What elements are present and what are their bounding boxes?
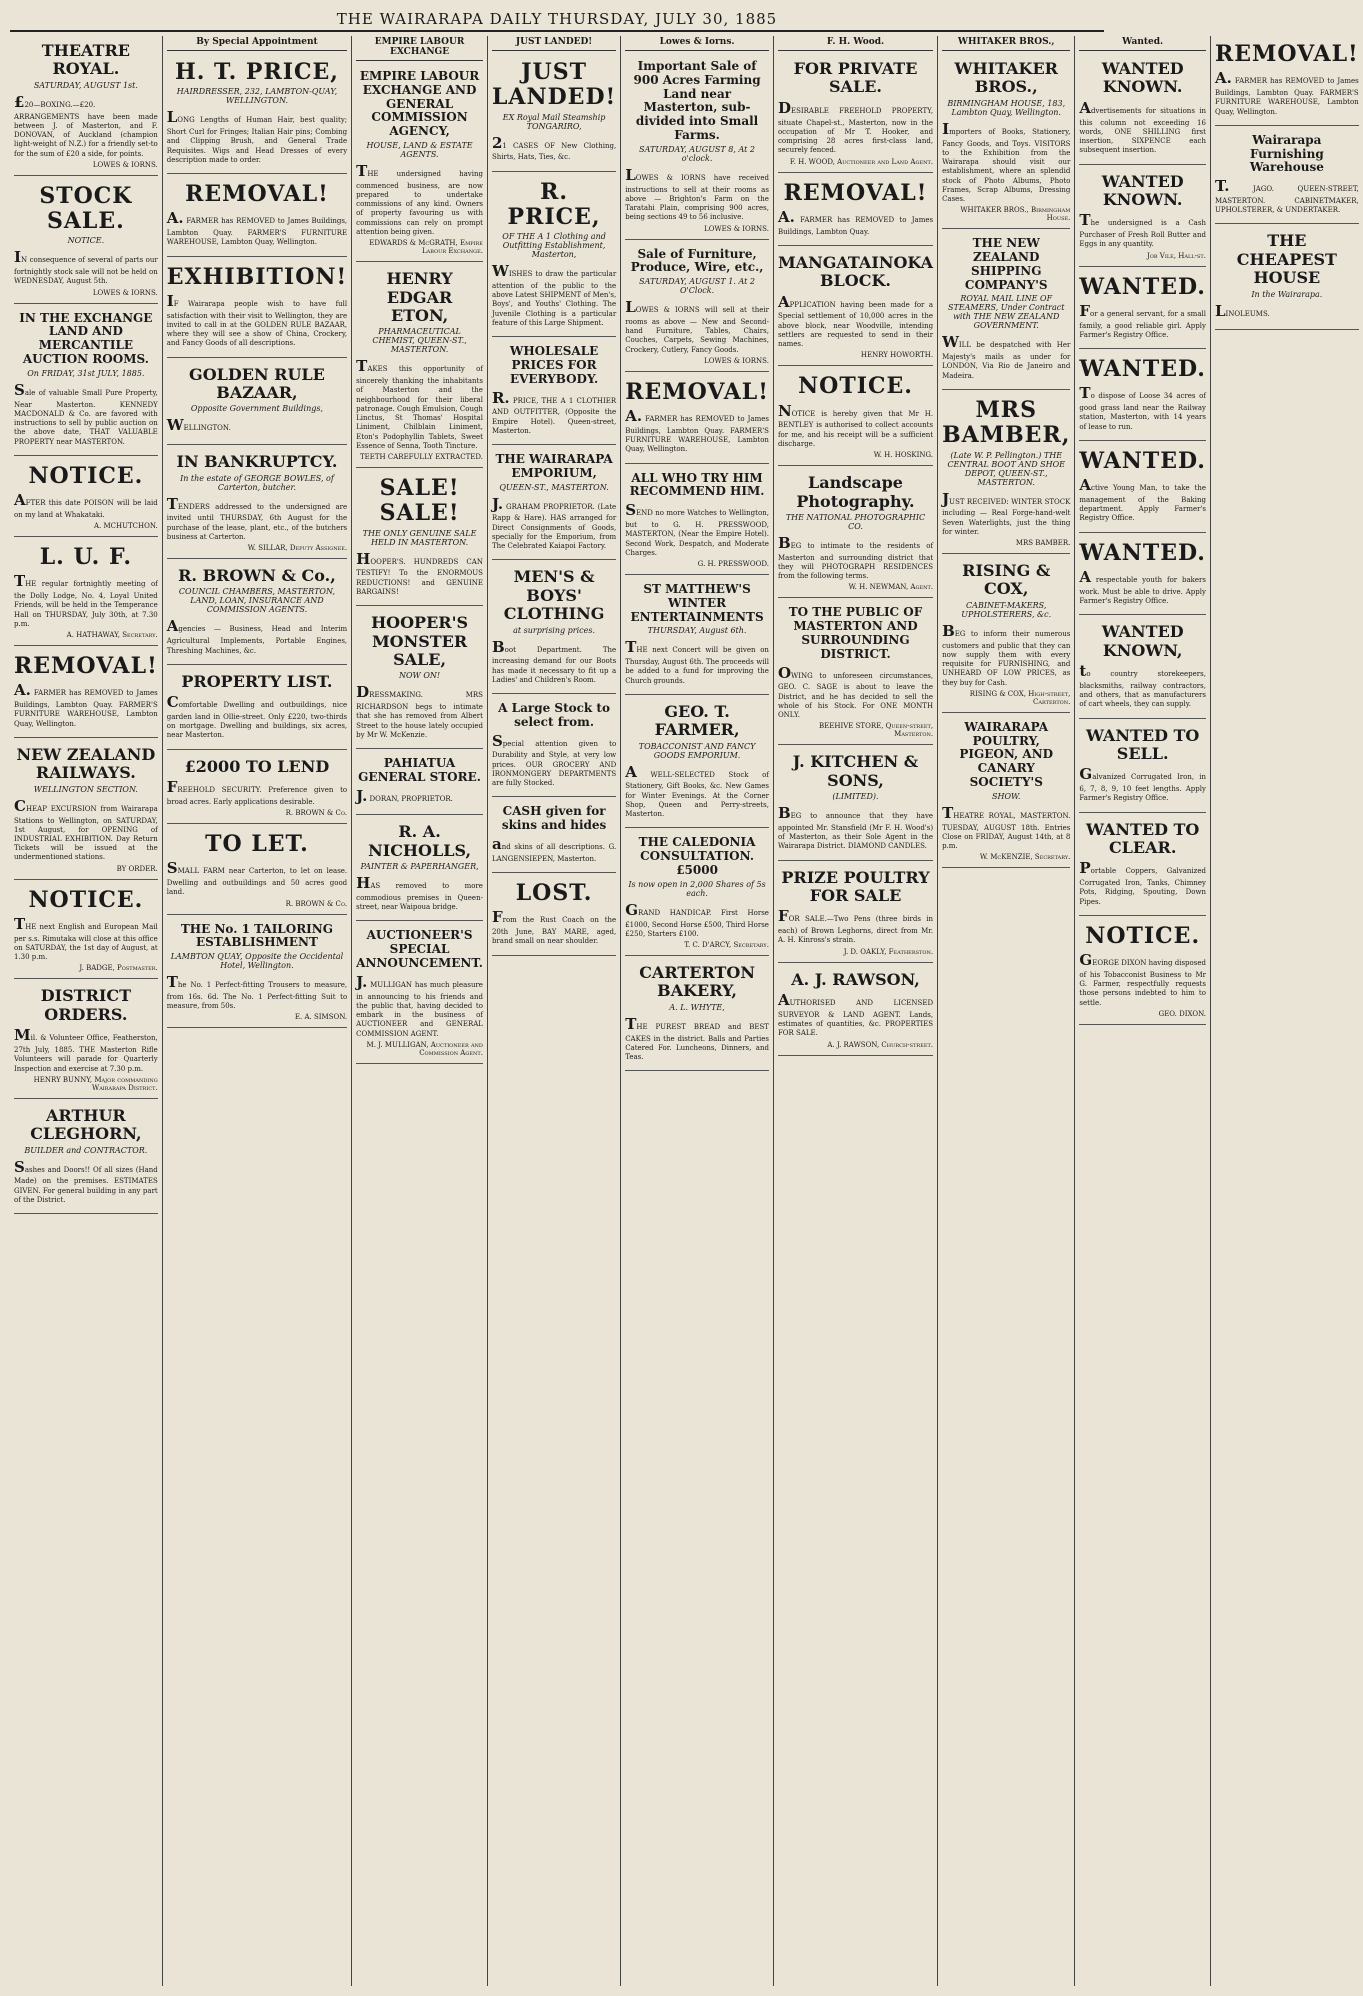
ad-signature: A. MCHUTCHON. bbox=[93, 522, 158, 531]
ad-signature: E. A. SIMSON. bbox=[294, 1013, 348, 1022]
ad-title: REMOVAL! bbox=[185, 181, 329, 208]
advertisement bbox=[625, 697, 769, 829]
masthead: THE WAIRARAPA DAILY THURSDAY, JULY 30, 1885 bbox=[10, 8, 1104, 32]
ad-signature: T. C. D'ARCY, Secretary. bbox=[684, 941, 769, 950]
advertisement bbox=[492, 54, 616, 172]
ad-subtitle: HOUSE, LAND & ESTATE AGENTS. bbox=[366, 140, 473, 159]
advertisement bbox=[778, 248, 933, 367]
ad-title: Landscape Photography. bbox=[796, 473, 915, 511]
column-8 bbox=[1075, 36, 1211, 1986]
ad-body: TAKES this opportunity of sincerely thanking the inhabitants of Masterton and the neighbourhood for their liberal patronage. Cough Emulsion, Cough Linctus, St Thomas' Hospital Liniment, Chilblain Liniment, Eton's Podophyllin Tablets, Sweet Essence of Senna, Tooth Tincture. bbox=[356, 357, 483, 450]
advertisement bbox=[14, 539, 158, 646]
ad-subtitle: THE NATIONAL PHOTOGRAPHIC CO. bbox=[785, 512, 926, 531]
ad-subtitle: Is now open in 2,000 Shares of 5s each. bbox=[628, 879, 766, 898]
ad-subtitle: SATURDAY, AUGUST 1st. bbox=[33, 80, 138, 90]
ad-signature: A. J. RAWSON, Church-street. bbox=[827, 1040, 934, 1049]
ad-signature: HENRY HOWORTH. bbox=[860, 351, 934, 360]
ad-title: NOTICE. bbox=[28, 886, 144, 913]
advertisement bbox=[167, 917, 347, 1029]
ad-body: THEATRE ROYAL, MASTERTON. TUESDAY, AUGUST 18th. Entries Close on FRIDAY, August 14th, at 8 p.m. bbox=[942, 803, 1071, 850]
ad-body: SEND no more Watches to Wellington, but to G. H. PRESSWOOD, MASTERTON, (Near the Empire Hotel). Second Work, Despatch, and Moderate Charges. bbox=[625, 501, 769, 557]
ad-title: A. J. RAWSON, bbox=[791, 969, 920, 989]
ad-title: WANTED TO SELL. bbox=[1085, 725, 1200, 763]
ad-signature: TEETH CAREFULLY EXTRACTED. bbox=[360, 453, 483, 462]
ad-title: WANTED. bbox=[1079, 273, 1206, 300]
ad-title: EMPIRE LABOUR EXCHANGE AND GENERAL COMMISSION AGENCY, bbox=[359, 69, 480, 139]
advertisement bbox=[1079, 167, 1206, 267]
ad-title: THE CALEDONIA CONSULTATION. £5000 bbox=[638, 835, 756, 877]
ad-body: Sashes and Doors!! Of all sizes (Hand Made) on the premises. ESTIMATES GIVEN. For general building in any part of the District. bbox=[14, 1157, 158, 1204]
column-grid bbox=[10, 36, 1359, 1986]
advertisement bbox=[625, 374, 769, 464]
ad-subtitle: A. L. WHYTE, bbox=[669, 1002, 725, 1012]
ad-title: R. BROWN & Co., bbox=[178, 566, 336, 586]
advertisement bbox=[356, 608, 483, 749]
ad-subtitle: OF THE A 1 Clothing and Outfitting Establishment, Masterton, bbox=[502, 232, 606, 260]
ad-body: IF Wairarapa people wish to have full satisfaction with their visit to Wellington, they are invited to call in at the GOLDEN RULE BAZAAR, where they will see a show of China, Crockery, and Fancy Goods of all descriptions. bbox=[166, 291, 348, 348]
advertisement bbox=[778, 965, 933, 1056]
ad-title: EXHIBITION! bbox=[166, 263, 348, 290]
advertisement bbox=[1215, 226, 1359, 330]
column-heading: EMPIRE LABOUR EXCHANGE bbox=[356, 36, 483, 61]
ad-body: £20—BOXING.—£20. ARRANGEMENTS have been made between J. of Masterton, and F. DONOVAN, of Auckland (champion light-weight of N.Z.) for a friendly set-to for the sum of £20 a side, for points. bbox=[14, 92, 158, 158]
ad-title: A Large Stock to select from. bbox=[498, 701, 610, 729]
ad-body: WILL be despatched with Her Majesty's mails as under for LONDON, Via Rio de Janeiro and Madeira. bbox=[942, 333, 1071, 380]
ad-title: PAHIATUA GENERAL STORE. bbox=[358, 756, 481, 784]
ad-body: APPLICATION having been made for a Special settlement of 10,000 acres in the above block, near Woodville, intending settlers are requested to send in their names. bbox=[777, 292, 934, 349]
ad-signature: LOWES & IORNS. bbox=[704, 224, 769, 233]
advertisement bbox=[167, 752, 347, 824]
ad-title: R. PRICE, bbox=[507, 178, 601, 230]
ad-title: NOTICE. bbox=[28, 462, 144, 489]
ad-signature: W. H. NEWMAN, Agent. bbox=[848, 583, 934, 592]
ad-body: JUST RECEIVED: WINTER STOCK including — Real Forge-hand-welt Seven Waterlights, just the thing for winter. bbox=[942, 489, 1071, 536]
ad-title: THE No. 1 TAILORING ESTABLISHMENT bbox=[180, 921, 334, 950]
ad-title: WHOLESALE PRICES FOR EVERYBODY. bbox=[509, 344, 599, 386]
advertisement bbox=[1079, 443, 1206, 533]
ad-body: BEG to intimate to the residents of Masterton and surrounding district that they will PHOTOGRAPH RESIDENCES from the following terms. bbox=[777, 533, 934, 581]
ad-body: Special attention given to Durability and Style, at very low prices. OUR GROCERY AND IRONMONGERY DEPARTMENTS are fully Stocked. bbox=[491, 731, 617, 788]
ad-body: J. MULLIGAN has much pleasure in announcing to his friends and the public that, having decided to embark in the business of AUCTIONEER and GENERAL COMMISSION AGENT. bbox=[356, 972, 483, 1038]
ad-title: WANTED KNOWN. bbox=[1101, 171, 1184, 209]
advertisement bbox=[492, 875, 616, 956]
ad-subtitle: In the estate of GEORGE BOWLES, of Carterton, butcher. bbox=[180, 473, 334, 492]
ad-title: AUCTIONEER'S SPECIAL ANNOUNCEMENT. bbox=[356, 928, 483, 971]
advertisement bbox=[167, 447, 347, 559]
ad-subtitle: NOW ON! bbox=[399, 671, 441, 681]
ad-title: REMOVAL! bbox=[1214, 41, 1359, 67]
ad-signature: J. BADGE, Postmaster. bbox=[79, 964, 158, 973]
ad-title: THEATRE ROYAL. bbox=[41, 41, 130, 79]
column-4 bbox=[488, 36, 621, 1986]
ad-title: ALL WHO TRY HIM RECOMMEND HIM. bbox=[629, 470, 765, 499]
ad-body: AFTER this date POISON will be laid on my land at Whakataki. bbox=[14, 491, 158, 519]
ad-subtitle: PHARMACEUTICAL CHEMIST, QUEEN-ST., MASTERTON. bbox=[372, 327, 467, 355]
ad-body: LONG Lengths of Human Hair, best quality; Short Curl for Fringes; Italian Hair pins; Combing and Clipping Brush, and General Trade Requisites. Wigs and Head Dresses of every description made to order. bbox=[166, 108, 348, 164]
ad-body: Active Young Man, to take the management of the Baking department. Apply Farmer's Registry Office. bbox=[1079, 476, 1206, 523]
advertisement bbox=[356, 751, 483, 815]
advertisement bbox=[778, 368, 933, 466]
ad-title: Important Sale of 900 Acres Farming Land near Masterton, sub-divided into Small Farms. bbox=[633, 59, 761, 142]
ad-subtitle: ROYAL MAIL LINE OF STEAMERS, Under Contract with THE NEW ZEALAND GOVERNMENT. bbox=[947, 294, 1065, 331]
ad-title: HENRY EDGAR ETON, bbox=[386, 269, 453, 325]
ad-subtitle: (LIMITED). bbox=[832, 792, 879, 802]
advertisement bbox=[1079, 535, 1206, 616]
ad-body: Importers of Books, Stationery, Fancy Goods, and Toys. VISITORS to the Exhibition from the Wairarapa should visit our establishment, where an splendid stock of Photo Albums, Photo Frames, Scrap Albums, Dressing Cases. bbox=[942, 119, 1071, 203]
advertisement bbox=[167, 259, 347, 358]
ad-title: ARTHUR CLEGHORN, bbox=[30, 1105, 142, 1144]
ad-subtitle: Opposite Government Buildings, bbox=[190, 404, 324, 414]
advertisement bbox=[14, 882, 158, 980]
ad-title: WANTED. bbox=[1079, 447, 1206, 474]
ad-title: FOR PRIVATE SALE. bbox=[793, 59, 918, 97]
ad-title: R. A. NICHOLLS, bbox=[368, 822, 472, 860]
advertisement bbox=[778, 175, 933, 246]
advertisement bbox=[356, 923, 483, 1063]
ad-title: PROPERTY LIST. bbox=[181, 671, 333, 691]
ad-body: A. FARMER has REMOVED to James Buildings, Lambton Quay. FARMER'S FURNITURE WAREHOUSE, Lambton Quay, Wellington. bbox=[625, 407, 769, 454]
ad-signature: W. SILLAR, Deputy Assignee. bbox=[247, 544, 348, 553]
ad-signature: R. BROWN & Co. bbox=[285, 809, 348, 818]
ad-body: IN consequence of several of parts our fortnightly stock sale will not be held on WEDNESDAY, August 5th. bbox=[14, 248, 158, 286]
ad-title: GOLDEN RULE BAZAAR, bbox=[189, 364, 325, 403]
ad-body: A. FARMER has REMOVED to James Buildings, Lambton Quay. FARMER'S FURNITURE WAREHOUSE, Lambton Quay, Wellington. bbox=[1214, 69, 1359, 116]
ad-subtitle: BIRMINGHAM HOUSE, 183, Lambton Quay, Wellington. bbox=[947, 98, 1066, 117]
ad-signature: LOWES & IORNS. bbox=[92, 160, 158, 169]
ad-title: IN BANKRUPTCY. bbox=[176, 452, 338, 472]
advertisement bbox=[942, 392, 1070, 554]
ad-body: Advertisements for situations in this column not exceeding 16 words, ONE SHILLING first insertion, SIXPENCE each subsequent insertion. bbox=[1079, 98, 1206, 155]
ad-signature: BEEHIVE STORE, Queen-street, Masterton. bbox=[819, 722, 934, 739]
ad-body: 21 CASES OF New Clothing, Shirts, Hats, Ties, &c. bbox=[491, 133, 617, 162]
ad-signature: W. H. HOSKING. bbox=[873, 451, 934, 460]
ad-body: T. JAGO. QUEEN-STREET, MASTERTON. CABINETMAKER, UPHOLSTERER, & UNDERTAKER. bbox=[1214, 177, 1359, 215]
ad-title: JUST LANDED! bbox=[491, 59, 617, 111]
ad-body: The undersigned is a Cash Purchaser of Fresh Roll Butter and Eggs in any quantity. bbox=[1079, 211, 1206, 249]
ad-title: WANTED KNOWN, bbox=[1101, 622, 1184, 660]
ad-title: TO THE PUBLIC OF MASTERTON AND SURROUNDING DISTRICT. bbox=[788, 605, 923, 661]
ad-subtitle: COUNCIL CHAMBERS, MASTERTON, LAND, LOAN, INSURANCE AND COMMISSION AGENTS. bbox=[178, 587, 335, 615]
advertisement bbox=[625, 242, 769, 372]
ad-body: A WELL-SELECTED Stock of Stationery, Gift Books, &c. New Games for Winter Evenings. At the Corner Shop, Queen and Perry-streets, Masterton. bbox=[625, 762, 769, 819]
ad-body: A. FARMER has REMOVED to James Buildings, Lambton Quay. FARMER'S FURNITURE WAREHOUSE, Lambton Quay, Wellington. bbox=[14, 681, 158, 728]
ad-body: BEG to inform their numerous customers and public that they can now supply them with every requisite for FURNISHING, and UNHEARD OF LOW PRICES, as they buy for Cash. bbox=[942, 621, 1071, 687]
ad-body: A. FARMER has REMOVED to James Buildings, Lambton Quay. FARMER'S FURNITURE WAREHOUSE, Lambton Quay, Wellington. bbox=[166, 209, 348, 247]
advertisement bbox=[167, 360, 347, 446]
advertisement bbox=[492, 562, 616, 694]
ad-title: L. U. F. bbox=[39, 544, 133, 571]
ad-signature: LOWES & IORNS. bbox=[704, 356, 769, 365]
ad-signature: MRS BAMBER. bbox=[1015, 539, 1071, 547]
ad-title: WHITAKER BROS., bbox=[954, 59, 1058, 97]
ad-title: REMOVAL! bbox=[625, 378, 769, 405]
ad-signature: F. H. WOOD, Auctioneer and Land Agent. bbox=[789, 157, 934, 166]
column-heading: JUST LANDED! bbox=[492, 36, 616, 51]
advertisement bbox=[167, 561, 347, 665]
ad-signature: Job Vile, Hall-st. bbox=[1147, 251, 1206, 260]
ad-body: and skins of all descriptions. G. LANGENSIEPEN, Masterton. bbox=[491, 835, 617, 863]
ad-body: THE PUREST BREAD and BEST CAKES in the district. Balls and Parties Catered For. Luncheons, Dinners, and Teas. bbox=[625, 1014, 769, 1062]
column-heading: Lowes & Iorns. bbox=[625, 36, 769, 51]
ad-signature: LOWES & IORNS. bbox=[92, 288, 158, 297]
ad-body: LOWES & IORNS will sell at their rooms as above — New and Second-hand Furniture, Tables, Chairs, Couches, Carpets, Sewing Machines, Crockery, Cutlery, Fancy Goods. bbox=[625, 298, 769, 354]
ad-body: J. DORAN, PROPRIETOR. bbox=[356, 786, 453, 805]
ad-title: REMOVAL! bbox=[783, 179, 928, 206]
advertisement bbox=[1079, 815, 1206, 916]
ad-body: TENDERS addressed to the undersigned are invited until THURSDAY, 6th August for the purchase of the lease, plant, etc., of the butchers business at Carterton. bbox=[166, 494, 348, 541]
ad-title: LOST. bbox=[515, 880, 593, 907]
advertisement bbox=[625, 54, 769, 240]
ad-body: A respectable youth for bakers work. Must be able to drive. Apply Farmer's Registry Office. bbox=[1079, 568, 1206, 606]
ad-body: Portable Coppers, Galvanized Corrugated Iron, Tanks, Chimney Pots, Ridging, Spouting, Down Pipes. bbox=[1079, 859, 1206, 906]
ad-title: NEW ZEALAND RAILWAYS. bbox=[16, 744, 156, 783]
advertisement bbox=[356, 470, 483, 606]
ad-subtitle: EX Royal Mail Steamship TONGARIRO, bbox=[502, 112, 606, 131]
ad-title: SALE! SALE! bbox=[379, 475, 460, 527]
ad-title: THE WAIRARAPA EMPORIUM, bbox=[495, 452, 613, 480]
ad-body: SMALL FARM near Carterton, to let on lease. Dwelling and outbuildings and 50 acres good land. bbox=[166, 859, 348, 897]
ad-title: WANTED TO CLEAR. bbox=[1085, 819, 1200, 857]
ad-title: CARTERTON BAKERY, bbox=[639, 963, 755, 1001]
advertisement bbox=[1079, 54, 1206, 165]
advertisement bbox=[492, 339, 616, 445]
advertisement bbox=[942, 231, 1070, 390]
ad-signature: W. McKENZIE, Secretary. bbox=[979, 853, 1071, 862]
ad-signature: RISING & COX, High-street, Carterton. bbox=[969, 689, 1071, 706]
advertisement bbox=[942, 715, 1070, 868]
ad-body: WISHES to draw the particular attention of the public to the above Latest SHIPMENT of Men's, Boys', and Youths' Clothing. The Juvenile Clothing is a particular feature of this Large Shipment. bbox=[491, 262, 617, 327]
advertisement bbox=[1079, 918, 1206, 1025]
ad-title: J. KITCHEN & SONS, bbox=[792, 752, 919, 790]
advertisement bbox=[492, 447, 616, 560]
ad-signature: GEO. DIXON. bbox=[1158, 1009, 1206, 1018]
ad-title: NOTICE. bbox=[1085, 922, 1201, 949]
ad-title: H. T. PRICE, bbox=[174, 59, 339, 85]
ad-body: Comfortable Dwelling and outbuildings, nice garden land in Ollie-street. Only £220, two-thirds on mortgage. Dwelling and buildings, six acres, near Masterton. bbox=[166, 693, 348, 740]
ad-title: IN THE EXCHANGE LAND AND MERCANTILE AUCTION ROOMS. bbox=[19, 310, 153, 366]
ad-subtitle: WELLINGTON SECTION. bbox=[33, 784, 138, 794]
advertisement bbox=[942, 556, 1070, 713]
ad-body: THE regular fortnightly meeting of the Dolly Lodge, No. 4, Loyal United Friends, will be held in the Temperance Hall on THURSDAY, July 30th, at 7.30 p.m. bbox=[14, 572, 158, 628]
ad-title: TO LET. bbox=[205, 831, 309, 858]
advertisement bbox=[14, 648, 158, 738]
advertisement bbox=[778, 747, 933, 860]
advertisement bbox=[492, 799, 616, 873]
ad-body: THE undersigned having commenced business, are now prepared to undertake commissions of any kind. Owners of property favouring us with commissions can rely on prompt attention being given. bbox=[356, 161, 483, 236]
ad-body: For a general servant, for a small family, a good reliable girl. Apply Farmer's Registry Office. bbox=[1079, 301, 1206, 339]
column-6 bbox=[774, 36, 938, 1986]
advertisement bbox=[1215, 36, 1359, 126]
ad-title: PRIZE POULTRY FOR SALE bbox=[781, 867, 930, 906]
ad-body: BEG to announce that they have appointed Mr. Stansfield (Mr F. H. Wood's) of Masterton, as their Sole Agent in the Wairarapa District. DIAMOND CANDLES. bbox=[777, 804, 934, 851]
ad-subtitle: SATURDAY, AUGUST 1. At 2 O'Clock. bbox=[639, 277, 755, 296]
ad-body: GEORGE DIXON having disposed of his Tobacconist Business to Mr G. Farmer, respectfully requests those persons indebted to him to settle. bbox=[1079, 951, 1206, 1007]
ad-subtitle: NOTICE. bbox=[67, 236, 105, 246]
ad-body: CHEAP EXCURSION from Wairarapa Stations to Wellington, on SATURDAY, 1st August, for OPENING of INDUSTRIAL EXHIBITION. Day Return Tickets will be issued at the undermentioned stations. bbox=[14, 796, 158, 862]
ad-body: NOTICE is hereby given that Mr H. BENTLEY is authorised to collect accounts for me, and his receipt will be a sufficient discharge. bbox=[777, 401, 934, 448]
advertisement bbox=[167, 54, 347, 174]
column-heading: F. H. Wood. bbox=[778, 36, 933, 51]
advertisement bbox=[14, 306, 158, 456]
ad-body: THE next English and European Mail per s.s. Rimutaka will close at this office on SATURDAY, the 1st day of August, at 1.30 p.m. bbox=[14, 914, 158, 962]
advertisement bbox=[1215, 128, 1359, 225]
advertisement bbox=[625, 830, 769, 956]
ad-title: HOOPER'S MONSTER SALE, bbox=[371, 613, 469, 669]
ad-signature: BY ORDER. bbox=[116, 864, 158, 873]
ad-title: WANTED. bbox=[1079, 356, 1206, 383]
ad-body: The No. 1 Perfect-fitting Trousers to measure, from 16s. 6d. The No. 1 Perfect-fitting Suit to measure, from 50s. bbox=[166, 973, 348, 1011]
ad-subtitle: THURSDAY, August 6th. bbox=[647, 626, 747, 636]
advertisement bbox=[14, 1101, 158, 1214]
column-2 bbox=[163, 36, 352, 1986]
ad-subtitle: SHOW. bbox=[992, 791, 1021, 801]
column-3 bbox=[352, 36, 488, 1986]
ad-signature: M. J. MULLIGAN, Auctioneer and Commission Agent. bbox=[366, 1040, 483, 1057]
ad-title: Sale of Furniture, Produce, Wire, etc., bbox=[630, 246, 764, 275]
ad-subtitle: On FRIDAY, 31st JULY, 1885. bbox=[27, 368, 145, 378]
ad-subtitle: SATURDAY, AUGUST 8, At 2 o'clock. bbox=[639, 144, 755, 163]
ad-subtitle: CABINET-MAKERS, UPHOLSTERERS, &c. bbox=[961, 600, 1052, 619]
ad-title: THE NEW ZEALAND SHIPPING COMPANY'S bbox=[964, 236, 1048, 292]
advertisement bbox=[492, 696, 616, 797]
ad-subtitle: HAIRDRESSER, 232, LAMBTON-QUAY, WELLINGTON. bbox=[176, 87, 338, 106]
advertisement bbox=[492, 174, 616, 338]
ad-title: CASH given for skins and hides bbox=[501, 804, 607, 833]
ad-signature: R. BROWN & Co. bbox=[285, 899, 348, 908]
ad-body: THE next Concert will be given on Thursday, August 6th. The proceeds will be added to a fund for improving the Church grounds. bbox=[625, 638, 769, 685]
ad-subtitle: In the Wairarapa. bbox=[1251, 289, 1323, 299]
advertisement bbox=[942, 54, 1070, 229]
advertisement bbox=[14, 740, 158, 880]
column-7 bbox=[938, 36, 1075, 1986]
ad-body: HAS removed to more commodious premises in Queen-street, near Waipoua bridge. bbox=[356, 874, 483, 912]
advertisement bbox=[167, 826, 347, 915]
ad-body: Boot Department. The increasing demand for our Boots has made it necessary to fit up a Ladies' and Children's Room. bbox=[491, 637, 617, 684]
ad-title: MRS BAMBER, bbox=[942, 396, 1071, 449]
ad-body: DESIRABLE FREEHOLD PROPERTY, situate Chapel-st., Masterton, now in the occupation of Mr T. Hooker, and comprising 28 acres first-class land, securely fenced. bbox=[777, 98, 934, 155]
advertisement bbox=[1079, 617, 1206, 718]
ad-title: WAIRARAPA POULTRY, PIGEON, AND CANARY SOCIETY'S bbox=[959, 719, 1054, 789]
ad-title: Wairarapa Furnishing Warehouse bbox=[1249, 132, 1324, 175]
ad-title: £2000 TO LEND bbox=[184, 756, 330, 776]
ad-body: FREEHOLD SECURITY. Preference given to broad acres. Early applications desirable. bbox=[166, 778, 348, 806]
ad-body: Mil. & Volunteer Office, Featherston, 27th July, 1885. THE Masterton Rifle Volunteers will parade for Quarterly Inspection and exercise at 7.30 p.m. bbox=[14, 1026, 158, 1073]
advertisement bbox=[356, 817, 483, 921]
ad-signature: G. H. PRESSWOOD. bbox=[697, 559, 769, 568]
advertisement bbox=[1079, 351, 1206, 441]
ad-signature: J. D. OAKLY, Featherston. bbox=[843, 947, 934, 956]
ad-title: THE CHEAPEST HOUSE bbox=[1236, 231, 1337, 288]
column-1 bbox=[10, 36, 163, 1986]
ad-subtitle: (Late W. P. Pellington.) THE CENTRAL BOOT AND SHOE DEPOT, QUEEN-ST., MASTERTON. bbox=[947, 450, 1066, 487]
ad-subtitle: LAMBTON QUAY, Opposite the Occidental Hotel, Wellington. bbox=[170, 952, 344, 971]
ad-body: HOOPER'S. HUNDREDS CAN TESTIFY! To the ENORMOUS REDUCTIONS! and GENUINE BARGAINS! bbox=[356, 549, 483, 596]
ad-body: to country storekeepers, blacksmiths, railway contractors, and others, that as manufacturers of cart wheels, they can supply. bbox=[1079, 662, 1206, 709]
ad-signature: WHITAKER BROS., Birmingham House. bbox=[960, 206, 1071, 223]
ad-title: ST MATTHEW'S WINTER ENTERTAINMENTS bbox=[630, 581, 764, 624]
advertisement bbox=[625, 577, 769, 695]
ad-subtitle: at surprising prices. bbox=[513, 625, 596, 635]
ad-subtitle: THE ONLY GENUINE SALE HELD IN MASTERTON. bbox=[362, 528, 477, 547]
advertisement bbox=[167, 667, 347, 750]
advertisement bbox=[778, 600, 933, 745]
column-9 bbox=[1211, 36, 1363, 1986]
ad-body: J. GRAHAM PROPRIETOR. (Late Rapp & Hare). HAS arranged for Direct Consignments of Goods, specially for the Emporium, from The Celebrated Kaiapoi Factory. bbox=[491, 494, 617, 551]
ad-subtitle: TOBACCONIST AND FANCY GOODS EMPORIUM. bbox=[638, 741, 756, 760]
advertisement bbox=[356, 264, 483, 468]
advertisement bbox=[778, 863, 933, 963]
ad-body: OWING to unforeseen circumstances, GEO. C. SAGE is about to leave the District, and he has decided to sell the whole of his Stock. For ONE MONTH ONLY. bbox=[777, 663, 934, 720]
ad-body: From the Rust Coach on the 20th June, BAY MARE, aged, brand small on near shoulder. bbox=[491, 908, 617, 946]
ad-body: R. PRICE, THE A 1 CLOTHIER AND OUTFITTER, (Opposite the Empire Hotel). Queen-street, Masterton. bbox=[491, 388, 617, 435]
ad-subtitle: PAINTER & PAPERHANGER, bbox=[360, 862, 479, 872]
ad-body: AUTHORISED AND LICENSED SURVEYOR & LAND AGENT. Lands, estimates of quantities, &c. PROPERTIES FOR SALE. bbox=[777, 991, 934, 1038]
advertisement bbox=[625, 958, 769, 1071]
ad-body: GRAND HANDICAP. First Horse £1000, Second Horse £500, Third Horse £250, Starters £100. bbox=[625, 900, 769, 938]
ad-body: LINOLEUMS. bbox=[1214, 301, 1270, 320]
ad-signature: EDWARDS & McGRATH, Empire Labour Exchange. bbox=[369, 239, 483, 256]
ad-title: MEN'S & BOYS' CLOTHING bbox=[503, 567, 605, 624]
column-heading: Wanted. bbox=[1079, 36, 1206, 51]
ad-title: STOCK SALE. bbox=[39, 182, 133, 235]
ad-body: FOR SALE.—Two Pens (three birds in each) of Brown Leghorns, direct from Mr. A. H. Kinross's strain. bbox=[777, 907, 934, 945]
ad-body: DRESSMAKING. MRS RICHARDSON begs to intimate that she has removed from Albert Street to the house lately occupied by Mr W. McKenzie. bbox=[356, 683, 483, 739]
ad-title: REMOVAL! bbox=[14, 653, 158, 680]
advertisement bbox=[14, 458, 158, 537]
column-heading: WHITAKER BROS., bbox=[942, 36, 1070, 51]
advertisement bbox=[778, 54, 933, 173]
ad-title: GEO. T. FARMER, bbox=[654, 701, 740, 740]
ad-title: MANGATAINOKA BLOCK. bbox=[777, 252, 934, 291]
ad-title: NOTICE. bbox=[798, 373, 913, 400]
ad-title: RISING & COX, bbox=[962, 561, 1051, 599]
column-5 bbox=[621, 36, 774, 1986]
advertisement bbox=[778, 468, 933, 598]
column-heading: By Special Appointment bbox=[167, 36, 347, 51]
ad-subtitle: BUILDER and CONTRACTOR. bbox=[24, 1145, 148, 1155]
advertisement bbox=[167, 176, 347, 257]
ad-signature: A. HATHAWAY, Secretary. bbox=[66, 631, 158, 640]
advertisement bbox=[14, 178, 158, 304]
ad-title: DISTRICT ORDERS. bbox=[40, 986, 131, 1024]
ad-body: A. FARMER has REMOVED to James Buildings, Lambton Quay. bbox=[777, 207, 934, 236]
ad-subtitle: QUEEN-ST., MASTERTON. bbox=[499, 482, 609, 492]
ad-body: Sale of valuable Small Pure Property, Near Masterton. KENNEDY MACDONALD & Co. are favored with instructions to sell by public auction on the above date, THAT VALUABLE PROPERTY near MASTERTON. bbox=[14, 380, 158, 446]
ad-body: LOWES & IORNS have received instructions to sell at their rooms as above — Brighton's Farm on the Taratahi Plain, comprising 900 acres, being sections 49 to 56 inclusive. bbox=[625, 165, 769, 222]
ad-body: Galvanized Corrugated Iron, in 6, 7, 8, 9, 10 feet lengths. Apply Farmer's Registry Office. bbox=[1079, 765, 1206, 803]
advertisement bbox=[14, 981, 158, 1098]
ad-body: WELLINGTON. bbox=[166, 416, 231, 435]
ad-title: WANTED. bbox=[1079, 539, 1206, 566]
advertisement bbox=[1079, 721, 1206, 813]
advertisement bbox=[14, 36, 158, 176]
advertisement bbox=[356, 64, 483, 262]
ad-title: WANTED KNOWN. bbox=[1101, 59, 1184, 97]
ad-body: Agencies — Business, Head and Interim Agricultural Implements, Portable Engines, Threshing Machines, &c. bbox=[166, 617, 348, 655]
advertisement bbox=[625, 466, 769, 575]
advertisement bbox=[1079, 269, 1206, 350]
ad-signature: HENRY BUNNY, Major commanding Wairarapa District. bbox=[33, 1075, 158, 1092]
ad-body: To dispose of Loose 34 acres of good grass land near the Railway station, Masterton, with 14 years of lease to run. bbox=[1079, 384, 1206, 431]
